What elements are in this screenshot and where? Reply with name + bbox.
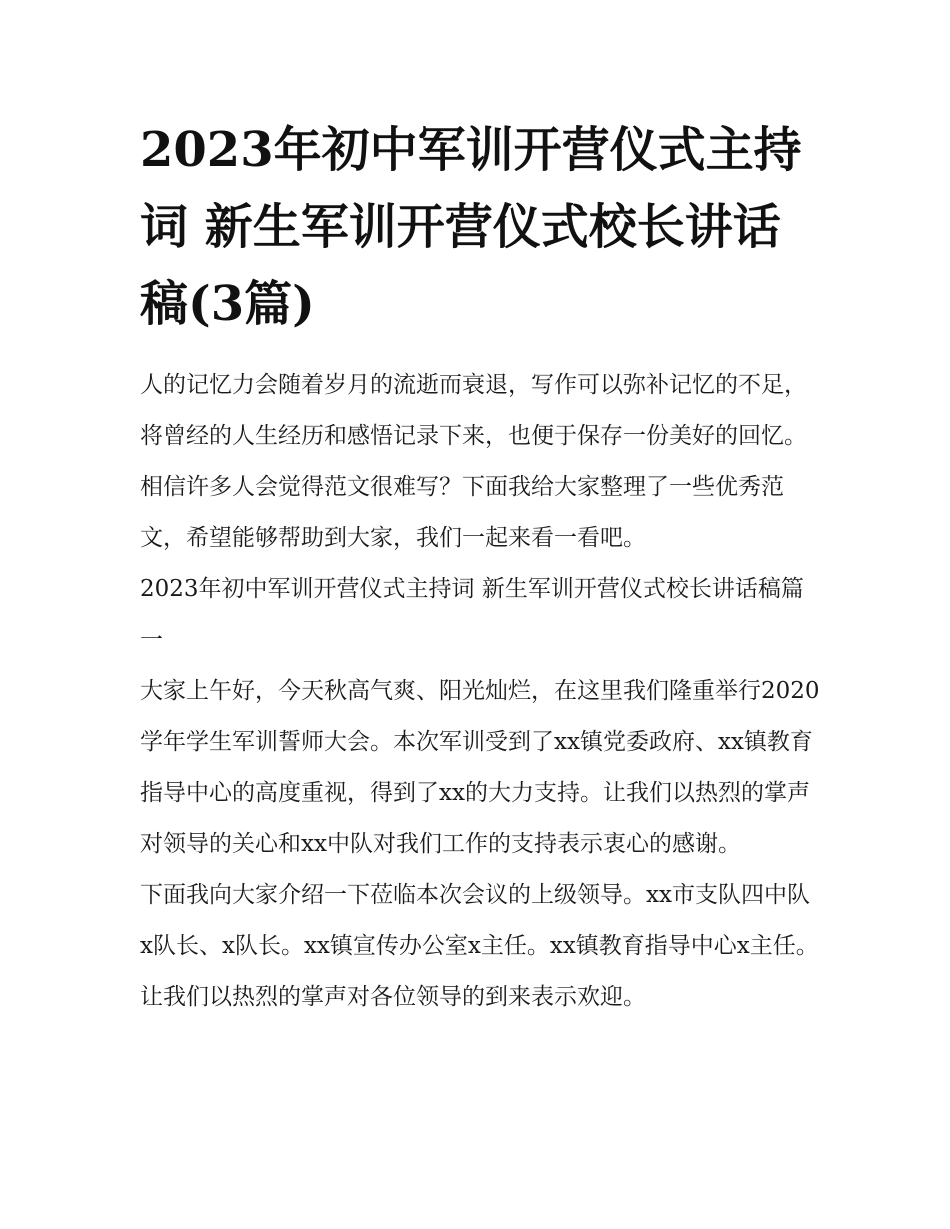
intro-paragraph: 人的记忆力会随着岁月的流逝而衰退，写作可以弥补记忆的不足，将曾经的人生经历和感悟记录下来，也便于保存一份美好的回忆。相信许多人会觉得范文很难写？下面我给大家整理了一些优秀范文，希望能够帮助到大家，我们一起来看一看吧。 — [140, 372, 807, 551]
body-paragraph: 大家上午好，今天秋高气爽、阳光灿烂，在这里我们隆重举行2020学年学生军训誓师大会。本次军训受到了xx镇党委政府、xx镇教育指导中心的高度重视，得到了xx的大力支持。让我们以热烈的掌声对领导的关心和xx中队对我们工作的支持表示衷心的感谢。 — [140, 678, 820, 857]
document-title: 2023年初中军训开营仪式主持词 新生军训开营仪式校长讲话稿(3篇) — [140, 122, 802, 332]
document-page — [140, 0, 820, 1023]
section-heading: 2023年初中军训开营仪式主持词 新生军训开营仪式校长讲话稿篇一 — [140, 576, 804, 653]
body-paragraph: 下面我向大家介绍一下莅临本次会议的上级领导。xx市支队四中队x队长、x队长。xx镇宣传办公室x主任。xx镇教育指导中心x主任。让我们以热烈的掌声对各位领导的到来表示欢迎。 — [140, 882, 819, 1010]
